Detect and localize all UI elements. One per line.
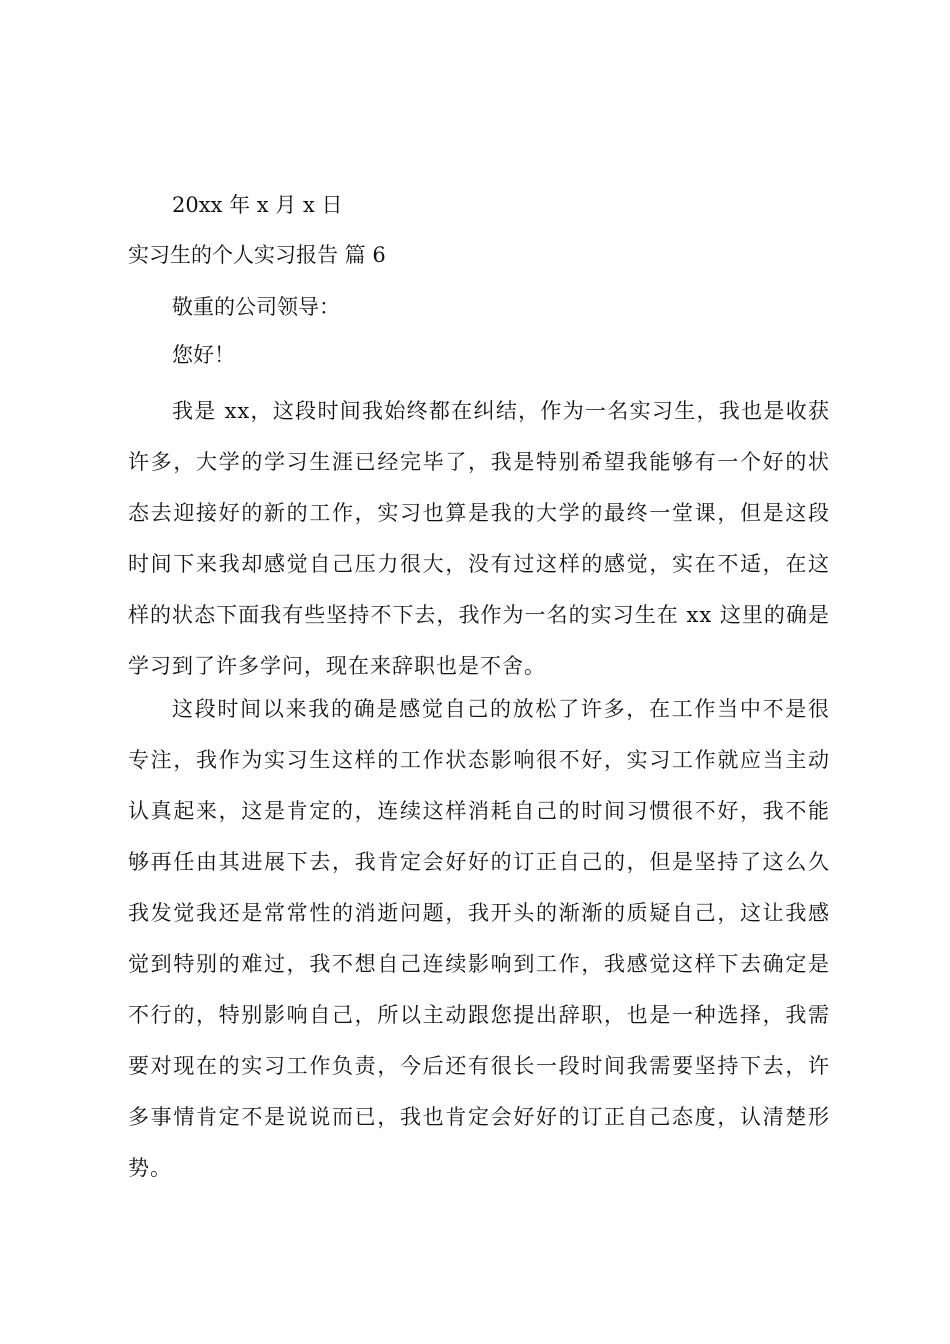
- greeting: 您好！: [172, 343, 235, 367]
- salutation: 敬重的公司领导：: [172, 295, 340, 319]
- section-title: 实习生的个人实习报告 篇 6: [128, 243, 386, 267]
- body-paragraph-1: 我是 xx，这段时间我始终都在纠结，作为一名实习生，我也是收获许多，大学的学习生涯已经完毕了，我是特别希望我能够有一个好的状态去迎接好的新的工作，实习也算是我的大学的最终一堂课，但是这段时间下来我却感觉自己压力很大，没有过这样的感觉，实在不适，在这样的状态下面我有些坚持不下去，我作为一名的实习生在 xx 这里的确是学习到了许多学问，现在来辞职也是不舍。: [128, 399, 830, 678]
- letter-date: 20xx 年 x 月 x 日: [172, 193, 343, 217]
- body-paragraph-2: 这段时间以来我的确是感觉自己的放松了许多，在工作当中不是很专注，我作为实习生这样的工作状态影响很不好，实习工作就应当主动认真起来，这是肯定的，连续这样消耗自己的时间习惯很不好，我不能够再任由其进展下去，我肯定会好好的订正自己的，但是坚持了这么久我发觉我还是常常性的消逝问题，我开头的渐渐的质疑自己，这让我感觉到特别的难过，我不想自己连续影响到工作，我感觉这样下去确定是不行的，特别影响自己，所以主动跟您提出辞职，也是一种选择，我需要对现在的实习工作负责，今后还有很长一段时间我需要坚持下去，许多事情肯定不是说说而已，我也肯定会好好的订正自己态度，认清楚形势。: [128, 697, 830, 1180]
